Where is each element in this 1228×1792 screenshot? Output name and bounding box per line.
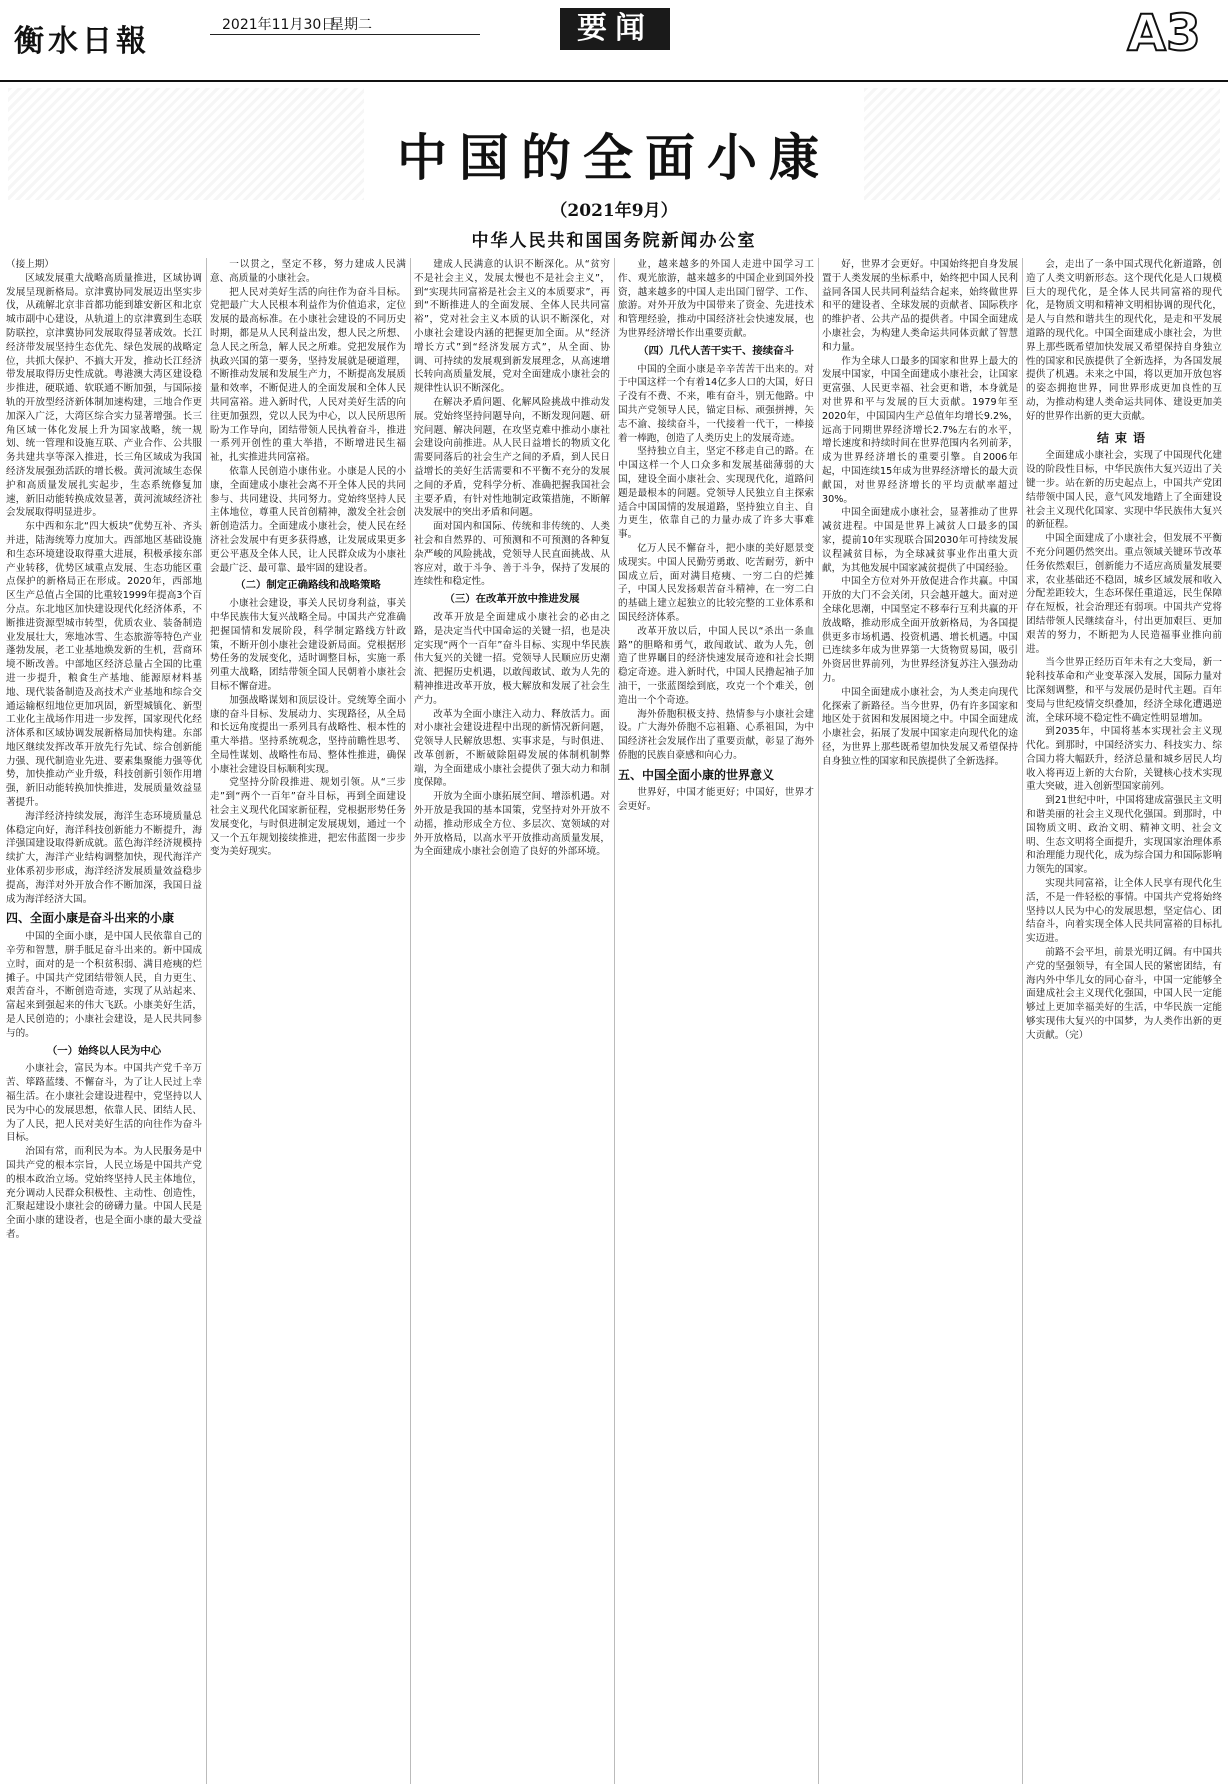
column-5-paragraph: 中国全面建成小康社会，为人类走向现代化探索了新路径。当今世界，仍有许多国家和地区处于贫困和发展困境之中。中国全面建成小康社会，拓展了发展中国家走向现代化的途径，为世界上那些既希望加快发展又希望保持自身独立性的国家和民族提供了全新选择。 <box>822 686 1018 767</box>
column-1-heading: 四、全面小康是奋斗出来的小康 <box>6 911 175 926</box>
column-1-paragraph: 区域发展重大战略高质量推进，区域协调发展呈现新格局。京津冀协同发展迈出坚实步伐，从疏解北京非首都功能到雄安新区和北京城市副中心建设，从轨道上的京津冀到生态联防联控，京津冀协同发展取得显著成效。长江经济带发展坚持生态优先、绿色发展的战略定位，共抓大保护、不搞大开发，推动长江经济带发展取得历史性成就。粤港澳大湾区建设稳步推进，硬联通、软联通不断加强，与国际接轨的开放型经济新体制加速构建，三地合作更加深入广泛，大湾区综合实力显著增强。长三角区域一体化发展上升为国家战略，统一规划、统一管理和设施互联、产业合作、公共服务共建共享等深入推进，长三角区域成为我国经济发展强劲活跃的增长极。黄河流域生态保护和高质量发展扎实起步，生态系统修复加速，新旧动能转换成效显著，黄河流域经济社会发展取得明显进步。 <box>6 272 202 519</box>
column-3-paragraph: 在解决矛盾问题、化解风险挑战中推动发展。党始终坚持问题导向，不断发现问题、研究问题、解决问题，在攻坚克难中推动小康社会建设向前推进。从人民日益增长的物质文化需要同落后的社会生产之间的矛盾，到人民日益增长的美好生活需要和不平衡不充分的发展之间的矛盾，党科学分析、准确把握我国社会主要矛盾，有针对性地制定政策措施，不断解决发展中的突出矛盾和问题。 <box>414 396 610 519</box>
column-6-paragraph: 全面建成小康社会，实现了中国现代化建设的阶段性目标，中华民族伟大复兴迈出了关键一步。站在新的历史起点上，中国共产党团结带领中国人民，意气风发地踏上了全面建设社会主义现代化国家、实现中华民族伟大复兴的新征程。 <box>1026 450 1222 531</box>
issue-weekday: 星期二 <box>330 17 372 33</box>
column-6-paragraph: 到2035年，中国将基本实现社会主义现代化。到那时，中国经济实力、科技实力、综合国力将大幅跃升，经济总量和城乡居民人均收入将再迈上新的大台阶，关键核心技术实现重大突破，进入创新型国家前列。 <box>1026 726 1222 793</box>
column-2-paragraph: 加强战略谋划和顶层设计。党统筹全面小康的奋斗目标、发展动力、实现路径，从全局和长远角度提出一系列具有战略性、根本性的重大举措。坚持系统观念，坚持前瞻性思考、全局性谋划、战略性布局、整体性推进，确保小康社会建设目标顺利实现。 <box>210 694 406 775</box>
column-6-paragraph: 中国全面建成了小康社会，但发展不平衡不充分问题仍然突出。重点领域关键环节改革任务依然艰巨，创新能力不适应高质量发展要求，农业基础还不稳固，城乡区域发展和收入分配差距较大，生态环保任重道远，民生保障存在短板，社会治理还有弱项。中国共产党将团结带领人民继续奋斗，付出更加艰巨、更加艰苦的努力，不断把为人民造福事业推向前进。 <box>1026 533 1222 655</box>
article-column-1 <box>6 258 202 1784</box>
column-5-paragraph: 中国全面建成小康社会，显著推动了世界减贫进程。中国是世界上减贫人口最多的国家，提前10年实现联合国2030年可持续发展议程减贫目标，为全球减贫事业作出重大贡献，为其他发展中国家减贫提供了中国经验。 <box>822 507 1018 574</box>
column-3-paragraph: 面对国内和国际、传统和非传统的、人类社会和自然界的、可预测和不可预测的各种复杂严峻的风险挑战，党领导人民直面挑战、从容应对，敢于斗争、善于斗争，保持了发展的连续性和稳定性。 <box>414 521 610 588</box>
column-3-paragraph: 建成人民满意的认识不断深化。从“贫穷不是社会主义，发展太慢也不是社会主义”，到“实现共同富裕是社会主义的本质要求”，再到“不断推进人的全面发展、全体人民共同富裕”，党对社会主义本质的认识不断深化，对小康社会建设内涵的把握更加全面。从“经济增长方式”到“经济发展方式”，从全面、协调、可持续的发展观到新发展理念，从高速增长转向高质量发展，党对全面建成小康社会的规律性认识不断深化。 <box>414 259 610 395</box>
column-6-heading: 结束语 <box>1096 430 1151 445</box>
column-1-paragraph: 海洋经济持续发展，海洋生态环境质量总体稳定向好，海洋科技创新能力不断提升，海洋强国建设取得新成就。蓝色海洋经济规模持续扩大，海洋产业结构调整加快，现代海洋产业体系初步形成，海洋经济发展质量效益稳步提高，海洋对外开放合作不断加深，我国日益成为海洋经济大国。 <box>6 810 202 905</box>
article-column-4 <box>618 258 814 1784</box>
column-4-heading: （四）几代人苦干实干、接续奋斗 <box>638 344 794 357</box>
article-date: （2021年9月） <box>550 201 678 221</box>
masthead <box>0 0 1228 82</box>
column-1-heading: （一）始终以人民为中心 <box>46 1044 162 1057</box>
column-1-paragraph: 中国的全面小康，是中国人民依靠自己的辛劳和智慧，胼手胝足奋斗出来的。新中国成立时，面对的是一个积贫积弱、满目疮痍的烂摊子。中国共产党团结带领人民，自力更生、艰苦奋斗，不断创造奇迹，实现了从站起来、富起来到强起来的伟大飞跃。小康美好生活，是人民创造的；小康社会建设，是人民共同参与的。 <box>6 931 202 1039</box>
section-badge: 要闻 <box>560 8 670 50</box>
article-body <box>6 258 1222 1788</box>
column-3-paragraph: 改革开放是全面建成小康社会的必由之路，是决定当代中国命运的关键一招，也是决定实现“两个一百年”奋斗目标、实现中华民族伟大复兴的关键一招。党领导人民顺应历史潮流、把握历史机遇，以敢闯敢试、敢为人先的精神推进改革开放，极大解放和发展了社会生产力。 <box>414 611 610 706</box>
column-1-paragraph: 治国有常，而利民为本。为人民服务是中国共产党的根本宗旨，人民立场是中国共产党的根本政治立场。党始终坚持人民主体地位，充分调动人民群众积极性、主动性、创造性，汇聚起建设小康社会的磅礴力量。中国人民是全面小康的建设者，也是全面小康的最大受益者。 <box>6 1146 202 1240</box>
column-3-paragraph: 改革为全面小康注入动力、释放活力。面对小康社会建设进程中出现的新情况新问题，党领导人民解放思想、实事求是，与时俱进、改革创新，不断破除阻碍发展的体制机制弊端，为全面建成小康社会提供了强大动力和制度保障。 <box>414 708 610 789</box>
column-2-paragraph: 党坚持分阶段推进、规划引领。从“三步走”到“两个一百年”奋斗目标，再到全面建设社会主义现代化国家新征程，党根据形势任务发展变化，与时俱进制定发展规划，通过一个又一个五年规划接续推进，把宏伟蓝图一步步变为美好现实。 <box>210 777 406 858</box>
column-divider <box>410 258 411 1784</box>
column-4-paragraph: 业，越来越多的外国人走进中国学习工作、观光旅游，越来越多的中国企业到国外投资，越来越多的中国人走出国门留学、工作、旅游。对外开放为中国带来了资金、先进技术和管理经验，推动中国经济社会快速发展，也为世界经济增长作出重要贡献。 <box>618 259 814 339</box>
article-title: 中国的全面小康 <box>397 128 831 187</box>
page-number: A3 <box>1127 4 1201 62</box>
column-1-paragraph: 东中西和东北“四大板块”优势互补、齐头并进，陆海统筹力度加大。西部地区基础设施和生态环境建设取得重大进展，积极承接东部产业转移，优势区域重点发展、生态功能区重点保护的新格局正在形成。2020年，西部地区生产总值占全国的比重较1999年提高3个百分点。东北地区加快建设现代化经济体系，不断推进资源型城市转型，优质农业、装备制造业发展壮大，寒地冰雪、生态旅游等特色产业蓬勃发展，老工业基地焕发新的生机，营商环境不断改善。中部地区经济总量占全国的比重进一步提升，粮食生产基地、能源原材料基地、现代装备制造及高技术产业基地和综合交通运输枢纽地位更加巩固，新型城镇化、新型工业化主战场作用进一步发挥，国家现代化经济体系和区域协调发展新格局加快构建。东部地区继续发挥改革开放先行先试、综合创新能力强、现代制造业先进、要素集聚能力强等优势，加快推动产业升级，科技创新引领作用增强，新旧动能转换加快推进，发展质量效益显著提升。 <box>6 521 202 809</box>
column-4-paragraph: 世界好，中国才能更好；中国好，世界才会更好。 <box>618 787 814 813</box>
column-4-paragraph: 坚持独立自主，坚定不移走自己的路。在中国这样一个人口众多和发展基础薄弱的大国，建设全面小康社会、实现现代化，道路问题是最根本的问题。党领导人民独立自主探索适合中国国情的发展道路，坚持独立自主、自力更生，依靠自己的力量办成了许多大事难事。 <box>618 446 814 541</box>
header-rule <box>210 34 480 35</box>
column-6-paragraph: 到21世纪中叶，中国将建成富强民主文明和谐美丽的社会主义现代化强国。到那时，中国物质文明、政治文明、精神文明、社会文明、生态文明将全面提升，实现国家治理体系和治理能力现代化，成为综合国力和国际影响力领先的国家。 <box>1026 795 1222 876</box>
column-1-paragraph: （接上期） <box>6 259 54 270</box>
column-2-paragraph: 把人民对美好生活的向往作为奋斗目标。党把最广大人民根本利益作为价值追求，定位发展的最高标准。在小康社会建设的不同历史时期，都是从人民利益出发，想人民之所想、急人民之所急，解人民之所难。党把发展作为执政兴国的第一要务，坚持发展就是硬道理，不断推动发展和发展生产力，不断提高发展质量和效率，不断促进人的全面发展和全体人民共同富裕。进入新时代，人民对美好生活的向往更加强烈，党以人民为中心，以人民所思所盼为工作导向，团结带领人民执着奋斗，推进一系列开创性的重大举措，不断增进民生福祉，扎实推进共同富裕。 <box>210 286 406 464</box>
newspaper-logo: 衡水日報 <box>14 24 150 59</box>
article-column-5 <box>822 258 1018 1784</box>
column-2-paragraph: 依靠人民创造小康伟业。小康是人民的小康，全面建成小康社会离不开全体人民的共同参与、共同建设、共同努力。党始终坚持人民主体地位，尊重人民首创精神，激发全社会创新创造活力。全面建成小康社会，使人民在经济社会发展中有更多获得感，让发展成果更多更公平惠及全体人民，让人民群众成为小康社会最广泛、最可靠、最牢固的建设者。 <box>210 465 406 574</box>
column-3-paragraph: 开放为全面小康拓展空间、增添机遇。对外开放是我国的基本国策，党坚持对外开放不动摇，推动形成全方位、多层次、宽领域的对外开放格局，以高水平开放推动高质量发展，为全面建成小康社会创造了良好的外部环境。 <box>414 791 610 858</box>
column-6-paragraph: 当今世界正经历百年未有之大变局，新一轮科技革命和产业变革深入发展，国际力量对比深刻调整，和平与发展仍是时代主题。百年变局与世纪疫情交织叠加，经济全球化遭遇逆流，全球环境不稳定性不确定性明显增加。 <box>1026 657 1222 724</box>
column-divider <box>206 258 207 1784</box>
masthead-divider <box>0 80 1228 82</box>
column-divider <box>1022 258 1023 1784</box>
column-2-paragraph: 小康社会建设，事关人民切身利益，事关中华民族伟大复兴战略全局。中国共产党准确把握国情和发展阶段，科学制定路线方针政策，不断开创小康社会建设新局面。党根据形势任务的发展变化，适时调整目标，实施一系列重大战略，团结带领全国人民朝着小康社会目标不懈奋进。 <box>210 598 406 692</box>
column-5-paragraph: 作为全球人口最多的国家和世界上最大的发展中国家，中国全面建成小康社会，让国家更富强、人民更幸福、社会更和谐，本身就是对世界和平与发展的巨大贡献。1979年至2020年，中国国内生产总值年均增长9.2%，远高于同期世界经济增长2.7%左右的水平，增长速度和持续时间在世界范围内名列前茅，成为世界经济增长的重要引擎。自2006年起，中国连续15年成为世界经济增长的最大贡献国，对世界经济增长的平均贡献率超过30%。 <box>822 355 1018 505</box>
column-4-heading: 五、中国全面小康的世界意义 <box>618 767 775 782</box>
column-2-heading: （二）制定正确路线和战略策略 <box>235 579 381 592</box>
column-4-paragraph: 改革开放以后，中国人民以“杀出一条血路”的胆略和勇气，敢闯敢试、敢为人先，创造了世界瞩目的经济快速发展奇迹和社会长期稳定奇迹。进入新时代，中国人民撸起袖子加油干，一张蓝图绘到底，攻克一个个难关，创造出一个个奇迹。 <box>618 625 814 706</box>
column-5-paragraph: 好，世界才会更好。中国始终把自身发展置于人类发展的坐标系中，始终把中国人民利益同各国人民共同利益结合起来，始终做世界和平的建设者、全球发展的贡献者、国际秩序的维护者、公共产品的提供者。中国全面建成小康社会，为构建人类命运共同体贡献了智慧和力量。 <box>822 259 1018 353</box>
article-column-3 <box>414 258 610 1784</box>
article-column-2 <box>210 258 406 1784</box>
column-3-heading: （三）在改革开放中推进发展 <box>444 593 580 606</box>
column-6-paragraph: 会，走出了一条中国式现代化新道路，创造了人类文明新形态。这个现代化是人口规模巨大的现代化，是全体人民共同富裕的现代化，是物质文明和精神文明相协调的现代化，是人与自然和谐共生的现代化，是走和平发展道路的现代化。中国全面建成小康社会，为世界上那些既希望加快发展又希望保持自身独立性的国家和民族提供了全新选择，为各国发展提供了机遇。未来之中国，将以更加开放包容的姿态拥抱世界，同世界形成更加良性的互动，为推动构建人类命运共同体、建设更加美好的世界作出新的更大贡献。 <box>1026 259 1222 422</box>
column-4-paragraph: 中国的全面小康是辛辛苦苦干出来的。对于中国这样一个有着14亿多人口的大国，好日子没有不费、不来，唯有奋斗，别无他路。中国共产党领导人民，锚定目标、顽强拼搏，矢志不渝、接续奋斗，一代接着一代干，一棒接着一棒跑，创造了人类历史上的发展奇迹。 <box>618 363 814 444</box>
column-6-paragraph: 实现共同富裕，让全体人民享有现代化生活，不是一件轻松的事情。中国共产党将始终坚持以人民为中心的发展思想，坚定信心、团结奋斗，向着实现全体人民共同富裕的目标扎实迈进。 <box>1026 878 1222 945</box>
issue-date: 2021年11月30日 <box>222 17 336 33</box>
column-5-paragraph: 中国全方位对外开放促进合作共赢。中国开放的大门不会关闭，只会越开越大。面对逆全球化思潮，中国坚定不移奉行互利共赢的开放战略，推动形成全面开放新格局，为各国提供更多市场机遇、投资机遇、增长机遇。中国已连续多年成为世界第一大货物贸易国，吸引外资居世界前列，为世界经济复苏注入强劲动力。 <box>822 576 1018 684</box>
column-4-paragraph: 亿万人民不懈奋斗，把小康的美好愿景变成现实。中国人民勤劳勇敢、吃苦耐劳，新中国成立后，面对满目疮痍、一穷二白的烂摊子，中国人民发扬艰苦奋斗精神，在一穷二白的基础上建立起独立的比较完整的工业体系和国民经济体系。 <box>618 542 814 623</box>
column-divider <box>614 258 615 1784</box>
column-1-paragraph: 小康社会，富民为本。中国共产党千辛万苦、筚路蓝缕、不懈奋斗，为了让人民过上幸福生活。在小康社会建设进程中，党坚持以人民为中心的发展思想，依靠人民、团结人民、为了人民，把人民对美好生活的向往作为奋斗目标。 <box>6 1063 202 1144</box>
column-divider <box>818 258 819 1784</box>
column-2-paragraph: 一以贯之，坚定不移，努力建成人民满意、高质量的小康社会。 <box>210 259 406 284</box>
article-issuer: 中华人民共和国国务院新闻办公室 <box>471 231 757 251</box>
column-4-paragraph: 海外侨胞积极支持、热情参与小康社会建设。广大海外侨胞不忘祖籍、心系祖国，为中国经济社会发展作出了重要贡献，彰显了海外侨胞的民族自豪感和向心力。 <box>618 708 814 761</box>
column-6-paragraph: 前路不会平坦，前景光明辽阔。有中国共产党的坚强领导，有全国人民的紧密团结，有海内外中华儿女的同心奋斗，中国一定能够全面建成社会主义现代化强国，中国人民一定能够过上更加幸福美好的生活，中华民族一定能够实现伟大复兴的中国梦，为人类作出新的更大贡献。（完） <box>1026 947 1222 1041</box>
article-column-6 <box>1026 258 1222 1784</box>
